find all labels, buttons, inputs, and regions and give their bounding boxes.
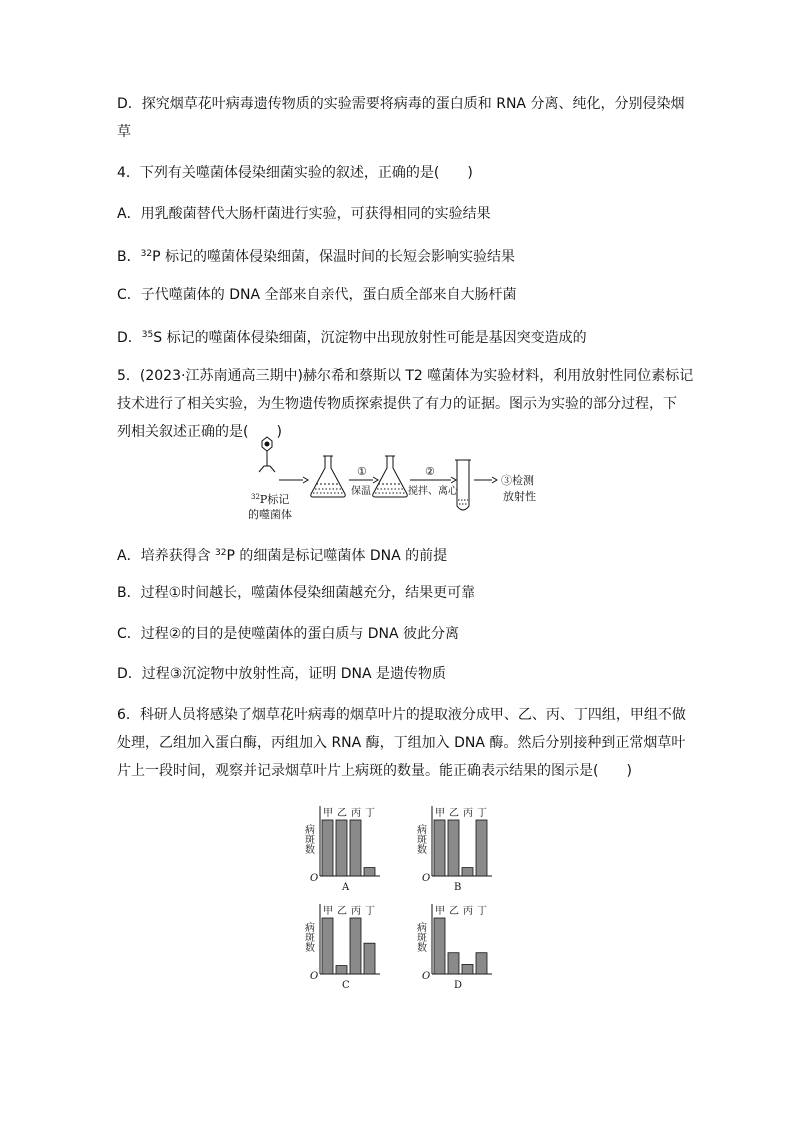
phage-label-line2: 的噬菌体 — [248, 508, 292, 521]
chart-d-bar-4 — [476, 953, 487, 974]
chart-c-origin-label: O — [310, 971, 319, 982]
chart-c-category-4: 丁 — [365, 906, 375, 917]
chart-a-category-1: 甲 — [323, 808, 333, 819]
chart-a-category-3: 丙 — [351, 808, 361, 819]
q4-option-c: C．子代噬菌体的 DNA 全部来自亲代，蛋白质全部来自大肠杆菌 — [117, 287, 517, 303]
q5-option-c: C．过程②的目的是使噬菌体的蛋白质与 DNA 彼此分离 — [117, 626, 460, 642]
chart-c-bar-3 — [350, 918, 361, 974]
q4-option-b-text: P 标记的噬菌体侵染细菌，保温时间的长短会影响实验结果 — [152, 249, 515, 265]
q6-stem-line1: 6．科研人员将感染了烟草花叶病毒的烟草叶片的提取液分成甲、乙、丙、丁四组，甲组不做 — [117, 707, 686, 723]
chart-b-category-3: 丙 — [463, 808, 473, 819]
step2-number: ② — [425, 465, 435, 478]
q4-option-d — [117, 325, 587, 348]
chart-c-category-3: 丙 — [351, 906, 361, 917]
test-tube-icon — [455, 460, 471, 510]
q4-option-b-superscript: 32 — [140, 249, 153, 259]
step1-label: 保温 — [351, 486, 371, 497]
chart-b-bar-3 — [462, 868, 473, 876]
phage-label-line1: $^{32}$P标记 — [251, 493, 290, 506]
chart-a-bar-3 — [350, 820, 361, 876]
chart-a-bar-2 — [336, 820, 347, 876]
q5-option-a — [117, 543, 447, 566]
q6-stem-line2: 处理，乙组加入蛋白酶，丙组加入 RNA 酶，丁组加入 DNA 酶。然后分别接种到正常烟草叶 — [117, 735, 686, 751]
q4-option-b-prefix: B． — [117, 249, 141, 265]
chart-a-bar-4 — [364, 868, 375, 876]
chart-a-bar-1 — [322, 820, 333, 876]
q6-stem-text: 片上一段时间，观察并记录烟草叶片上病斑的数量。能正确表示结果的图示是( — [117, 763, 599, 779]
step1-number: ① — [357, 465, 367, 478]
chart-a-title: A — [342, 882, 350, 893]
q3-option-d-line1: D．探究烟草花叶病毒遗传物质的实验需要将病毒的蛋白质和 RNA 分离、纯化，分别侵染烟 — [117, 96, 685, 112]
q5-stem-line1: 5．(2023·江苏南通高三期中)赫尔希和蔡斯以 T2 噬菌体为实验材料，利用放射性同位素标记 — [117, 368, 694, 384]
q5-stem-text: 列相关叙述正确的是( — [117, 424, 249, 440]
flask-2-icon — [373, 456, 408, 497]
chart-b-bar-4 — [476, 820, 487, 876]
chart-c-bar-2 — [336, 966, 347, 974]
chart-c-category-1: 甲 — [323, 906, 333, 917]
chart-b-category-2: 乙 — [449, 808, 459, 819]
chart-d-bar-2 — [448, 953, 459, 974]
q4-option-b — [117, 244, 515, 267]
q5-option-a-prefix: A．培养获得含 — [117, 548, 216, 564]
q5-close-paren: ) — [276, 424, 282, 440]
q4-stem-text: 4．下列有关噬菌体侵染细菌实验的叙述，正确的是( — [117, 165, 440, 181]
q6-stem-line3 — [117, 761, 632, 781]
chart-d-origin-label: O — [422, 971, 431, 982]
chart-b-title: B — [454, 882, 462, 893]
chart-a-category-4: 丁 — [365, 808, 375, 819]
q4-option-a: A．用乳酸菌替代大肠杆菌进行实验，可获得相同的实验结果 — [117, 206, 491, 222]
chart-d-category-4: 丁 — [477, 906, 487, 917]
chart-d-category-3: 丙 — [463, 906, 473, 917]
chart-a-origin-label: O — [310, 873, 319, 884]
q5-option-a-superscript: 32 — [215, 548, 227, 558]
step2-label: 搅拌、离心 — [408, 486, 458, 497]
q5-stem-line2: 技术进行了相关实验，为生物遗传物质探索提供了有力的证据。图示为实验的部分过程，下 — [117, 396, 677, 412]
chart-b-origin-label: O — [422, 873, 431, 884]
chart-b-bar-1 — [434, 820, 445, 876]
flask-1-icon — [311, 456, 346, 497]
chart-b-category-1: 甲 — [435, 808, 445, 819]
q4-stem — [117, 163, 473, 183]
q3-option-d-line2: 草 — [117, 124, 131, 140]
step3-label-line2: 放射性 — [503, 490, 536, 503]
q5-option-d: D．过程③沉淀物中放射性高，证明 DNA 是遗传物质 — [117, 666, 447, 682]
step3-label-line1: ③检测 — [501, 474, 534, 487]
chart-b-category-4: 丁 — [477, 808, 487, 819]
q4-option-d-prefix: D． — [117, 330, 142, 346]
bar-charts-figure — [290, 800, 500, 992]
chart-d-ylabel: 病斑数 — [414, 922, 426, 952]
q5-option-b: B．过程①时间越长，噬菌体侵染细菌越充分，结果更可靠 — [117, 585, 476, 601]
chart-d-category-2: 乙 — [449, 906, 459, 917]
chart-b-ylabel: 病斑数 — [414, 824, 426, 854]
experiment-process-figure — [245, 434, 565, 528]
chart-c-ylabel: 病斑数 — [302, 922, 314, 952]
chart-c-title: C — [342, 980, 350, 991]
chart-d-bar-1 — [434, 918, 445, 974]
chart-c-bar-1 — [322, 918, 333, 974]
chart-c-bar-4 — [364, 943, 375, 974]
q6-close-paren: ) — [626, 763, 632, 779]
q4-option-d-text: S 标记的噬菌体侵染细菌，沉淀物中出现放射性可能是基因突变造成的 — [153, 330, 587, 346]
phage-icon — [259, 437, 275, 472]
chart-a-ylabel: 病斑数 — [302, 824, 314, 854]
chart-d-title: D — [454, 980, 463, 991]
q4-close-paren: ) — [467, 165, 473, 181]
chart-b-bar-2 — [448, 820, 459, 876]
q5-option-a-text: P 的细菌是标记噬菌体 DNA 的前提 — [226, 548, 448, 564]
chart-d-category-1: 甲 — [435, 906, 445, 917]
chart-a-category-2: 乙 — [337, 808, 347, 819]
chart-c-category-2: 乙 — [337, 906, 347, 917]
q4-option-d-superscript: 35 — [141, 330, 154, 340]
chart-d-bar-3 — [462, 964, 473, 974]
